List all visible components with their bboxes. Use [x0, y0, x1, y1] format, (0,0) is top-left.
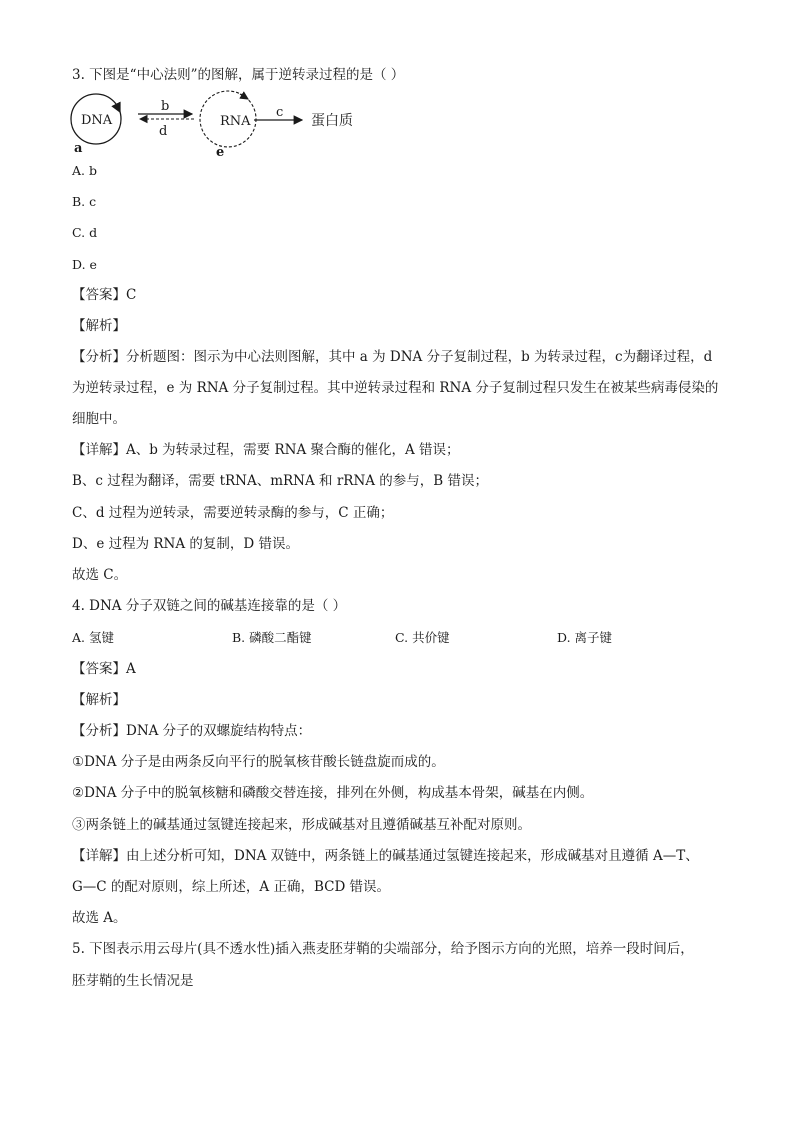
label-d: d	[159, 124, 168, 139]
q4-answer: 【答案】A	[72, 661, 136, 677]
q4-option-b: B. 磷酸二酯键	[232, 630, 312, 645]
q5-question-line1: 5. 下图表示用云母片(具不透水性)插入燕麦胚芽鞘的尖端部分，给予图示方向的光照，培养一段时间后，	[72, 941, 694, 957]
q4-analysis-point1: ①DNA 分子是由两条反向平行的脱氧核苷酸长链盘旋而成的。	[72, 754, 445, 770]
q4-option-c: C. 共价键	[395, 630, 450, 645]
rna-label: RNA	[220, 114, 251, 129]
q5-question-line2: 胚芽鞘的生长情况是	[72, 973, 194, 989]
q4-detail-line2: G—C 的配对原则，综上所述，A 正确，BCD 错误。	[72, 879, 391, 895]
q3-detail-d: D、e 过程为 RNA 的复制，D 错误。	[72, 536, 300, 552]
q3-option-d: D. e	[72, 257, 97, 272]
q4-conclusion: 故选 A。	[72, 910, 127, 926]
q4-detail-line1: 【详解】由上述分析可知，DNA 双链中，两条链上的碱基通过氢键连接起来，形成碱基对且遵循 A—T、	[72, 848, 699, 864]
q4-analysis-point2: ②DNA 分子中的脱氧核糖和磷酸交替连接，排列在外侧，构成基本骨架，碱基在内侧。	[72, 785, 594, 801]
q3-jiexi: 【解析】	[72, 318, 126, 334]
q3-option-b: B. c	[72, 194, 97, 209]
q3-option-a: A. b	[72, 163, 97, 178]
q3-option-c: C. d	[72, 225, 98, 240]
protein-label: 蛋白质	[311, 113, 353, 129]
label-a: a	[74, 141, 83, 156]
q4-analysis-heading: 【分析】DNA 分子的双螺旋结构特点：	[72, 723, 312, 739]
label-e: e	[216, 145, 225, 160]
q3-analysis-line2: 为逆转录过程，e 为 RNA 分子复制过程。其中逆转录过程和 RNA 分子复制过程只发生在被某些病毒侵染的	[72, 380, 719, 396]
central-dogma-diagram	[68, 90, 388, 160]
q4-question: 4. DNA 分子双链之间的碱基连接靠的是（ ）	[72, 598, 347, 614]
q3-detail-a: 【详解】A、b 为转录过程，需要 RNA 聚合酶的催化，A 错误；	[72, 442, 460, 458]
q3-conclusion: 故选 C。	[72, 567, 128, 583]
label-c: c	[276, 105, 284, 120]
q4-jiexi: 【解析】	[72, 692, 126, 708]
q3-detail-c: C、d 过程为逆转录，需要逆转录酶的参与，C 正确；	[72, 505, 394, 521]
q4-option-a: A. 氢键	[72, 630, 114, 645]
q3-analysis-line3: 细胞中。	[72, 411, 126, 427]
q3-detail-b: B、c 过程为翻译，需要 tRNA、mRNA 和 rRNA 的参与，B 错误；	[72, 473, 489, 489]
dna-label: DNA	[81, 113, 113, 128]
q4-option-d: D. 离子键	[557, 630, 613, 645]
q3-question: 3. 下图是“中心法则”的图解，属于逆转录过程的是（ ）	[72, 67, 405, 83]
q4-analysis-point3: ③两条链上的碱基通过氢键连接起来，形成碱基对且遵循碱基互补配对原则。	[72, 817, 531, 833]
q3-analysis-line1: 【分析】分析题图：图示为中心法则图解，其中 a 为 DNA 分子复制过程，b 为转录过程，c为翻译过程，d	[72, 349, 713, 365]
q3-answer: 【答案】C	[72, 287, 137, 303]
label-b: b	[161, 99, 170, 114]
